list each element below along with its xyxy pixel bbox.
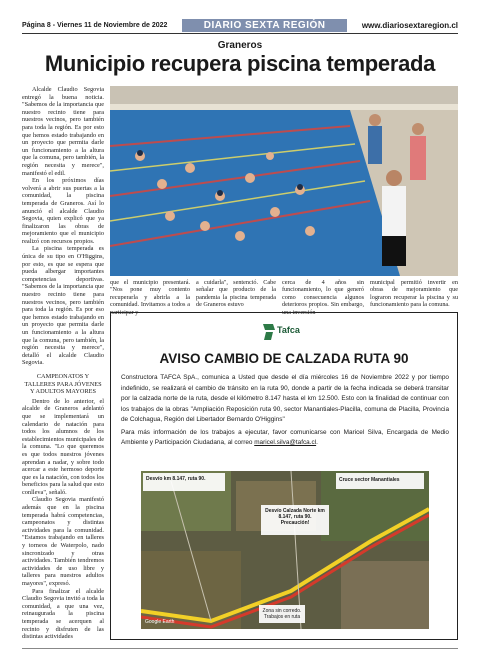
map-label-cruce: Cruce sector Manantiales — [339, 477, 400, 483]
map-label-zona: Zona sin corredo. Trabajos en ruta — [262, 608, 302, 620]
article-text-block: municipal permitió invertir en obras de mejoramiento que lograron recuperar la piscina y su funcionamiento para la comuna. — [370, 279, 458, 309]
paragraph: Alcalde Claudio Segovia entregó la buena noticia. "Sabemos de la importancia que nuestro recinto tiene para nuestros vecinos, pero también para toda la región. Es por esto que hemos estado trabajando en un proyecto que permita darle un funcionamiento a la altura que la comuna, pero también, la región necesita y merece", manifestó el edil. — [22, 86, 104, 177]
ad-paragraph-contact: Para más información de los trabajos a ejecutar, favor comunicarse con Maricel Silva, Encargada de Medio Ambiente y Participación Ciudadana, al correo maricel.silva@tafca.cl. — [121, 428, 449, 446]
article-subhead: CAMPEONATOS Y TALLERES PARA JÓVENES Y ADULTOS MAYORES — [24, 372, 102, 396]
route-map — [141, 471, 429, 629]
page-header — [22, 18, 458, 32]
page-info: Página 8 - Viernes 11 de Noviembre de 2022 — [22, 21, 168, 29]
contact-email-link[interactable]: maricel.silva@tafca.cl — [254, 439, 317, 446]
footer-rule — [22, 648, 458, 649]
section-kicker: Graneros — [217, 40, 263, 51]
logo-wordmark: Tafca — [277, 325, 300, 335]
ad-paragraph: Constructora TAFCA SpA., comunica a Usted que desde el día miércoles 16 de Noviembre 2022 y por tiempo indefinido, se realizará el cambio de tránsito en la ruta 90, donde a partir de la fecha indicada se deberá transitar por la calzada norte de la ruta, desde el kilómetro 8.147 hasta el km 12.500. Esto con la finalidad de continuar con los trabajos de la obras "Ampliación Reposición ruta 90, sector Manantiales-Placilla, comuna de Placilla, Provincia de Colchagua, Región del Libertador Bernardo O'Higgins" — [121, 374, 449, 423]
article-headline: Municipio recupera piscina temperada — [44, 51, 436, 76]
map-label-calzada: Desvío Calzada Norte km 8.147, ruta 90. Precaución! — [265, 508, 325, 526]
article-text-block: a cuidarla", sentenció. Cabe señalar que producto de la pandemia la piscina temperada de Graneros estuvo — [196, 279, 276, 309]
paragraph: Para finalizar el alcalde Claudio Segovia invitó a toda la comunidad, a que una vez, reinaugurada la piscina temperada se acerquen al recinto y disfruten de las distintas actividades — [22, 587, 104, 641]
public-notice-ad — [110, 312, 458, 640]
ad-title: AVISO CAMBIO DE CALZADA RUTA 90 — [159, 351, 409, 366]
paragraph: Claudio Segovia manifestó además que en la piscina temperada habrá competencias, campeonatos y distintas actividades para la comunidad. "Estamos trabajando en talleres y torneos de Waterpolo, nado sincronizado y otras actividades. También tendremos actividades de uso libre y talleres para nuestros adultos mayores", expresó. — [22, 496, 104, 587]
article-text-block: cerca de 4 años sin funcionamiento, lo que generó como consecuencia algunos deterioros propios. Sin embargo, una inversión — [282, 279, 364, 316]
article-text-block: que el municipio presentará. "Nos pone muy contento recuperarla y abrirla a la comunidad. Invitamos a todos a participar y — [110, 279, 190, 316]
header-rule — [22, 33, 458, 34]
paragraph: La piscina temperada es única de su tipo en O'Higgins, por esto, es que se espera que pueda albergar importantes competencias deportivas. "Sabemos de la importancia que nuestro recinto tiene para nuestros vecinos, pero también para toda la región. Es por eso que hemos estado trabajando en un proyecto que permita darle un funcionamiento a la altura que la comuna, pero también, la región necesita y merece", detalló el alcalde Claudio Segovia. — [22, 245, 104, 367]
pool-photo — [110, 86, 458, 276]
paragraph: En los próximos días volverá a abrir sus puertas a la comunidad, la piscina temperada de Graneros. Así lo anunció el alcalde Claudio Segovia, quien explicó que ya finalizaron las obras de mejoramiento que el municipio realizó con recursos propios. — [22, 177, 104, 245]
website-link[interactable]: www.diariosextaregion.cl — [361, 20, 458, 30]
ad-body — [121, 373, 449, 451]
newspaper-brand: DIARIO SEXTA REGIÓN — [182, 19, 348, 32]
paragraph: Dentro de lo anterior, el alcalde de Graneros adelantó que se implementará un calendario de natación para todos los alumnos de los establecimientos municipales de la comuna. "Lo que queremos es que todos nuestros jóvenes aprendan a nadar, y sobre todo acercar a este hermoso deporte que es la natación, con todos los beneficios para la salud que esto conlleva", señaló. — [22, 397, 104, 496]
map-attribution: Google Earth — [145, 619, 175, 625]
map-label-desvio: Desvío km 8.147, ruta 90. — [146, 476, 206, 482]
article-column-1 — [22, 86, 104, 641]
